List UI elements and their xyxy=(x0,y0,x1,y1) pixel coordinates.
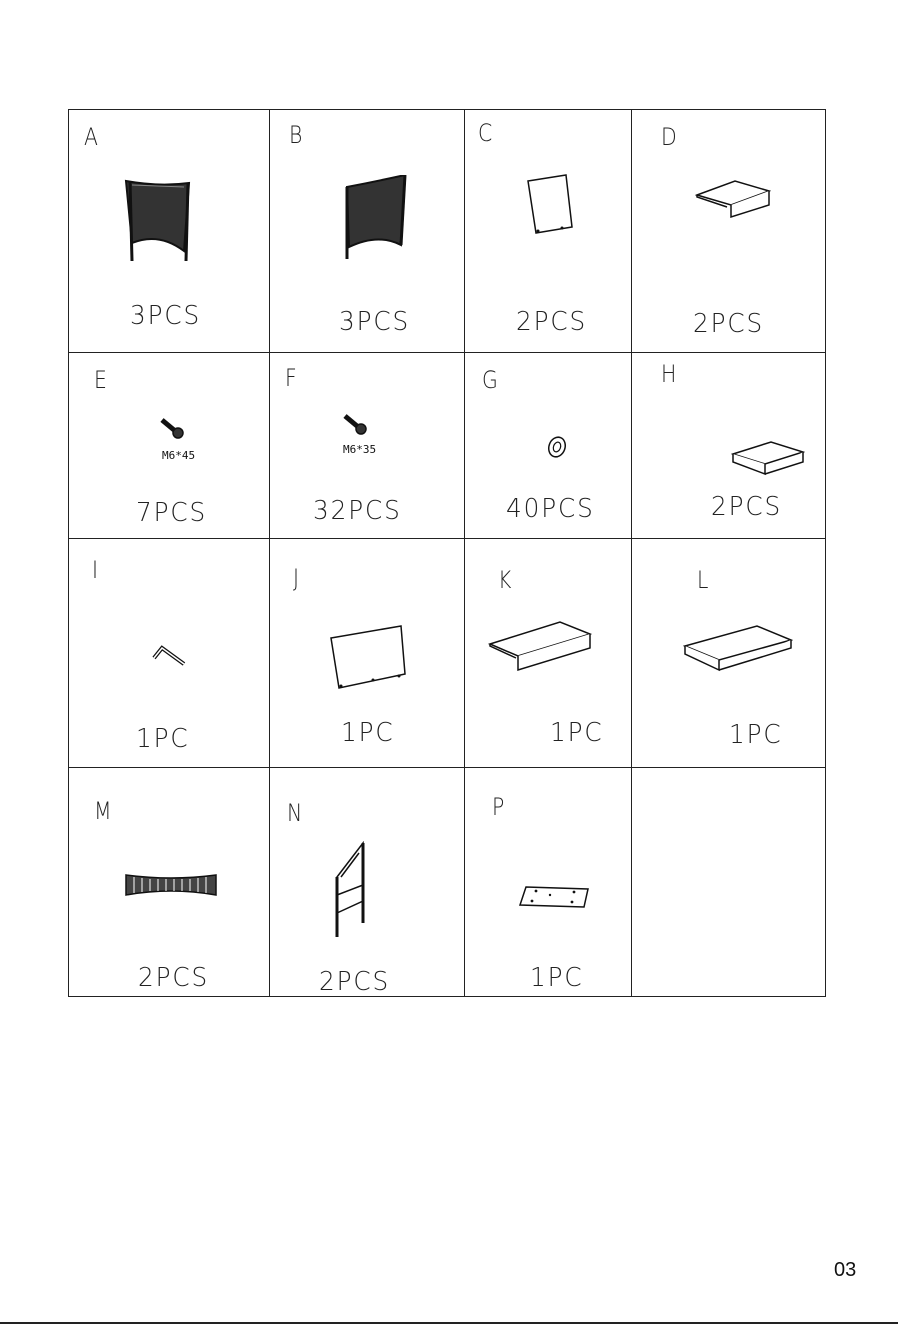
cushion-box-icon xyxy=(731,440,805,478)
panel-icon xyxy=(526,173,576,237)
part-quantity: 32PCS xyxy=(313,496,402,526)
part-cell-m xyxy=(68,767,269,996)
part-letter: K xyxy=(498,566,512,594)
part-cell-g xyxy=(464,352,631,538)
rattan-rail-icon xyxy=(124,871,218,899)
part-quantity: 2PCS xyxy=(516,307,588,337)
part-letter: B xyxy=(289,121,303,149)
parts-list-table xyxy=(68,109,826,997)
part-quantity: 1PC xyxy=(341,718,395,748)
part-letter: L xyxy=(697,566,709,594)
part-quantity: 1PC xyxy=(729,720,783,750)
part-quantity: 2PCS xyxy=(693,309,765,339)
part-spec: M6*45 xyxy=(162,449,196,462)
part-letter: A xyxy=(84,123,98,151)
panel-icon xyxy=(329,624,407,690)
allen-key-icon xyxy=(152,638,186,668)
bottom-rule xyxy=(0,1322,898,1324)
chair-back-icon xyxy=(343,175,409,261)
bolt-icon xyxy=(160,418,186,440)
part-letter: G xyxy=(482,366,498,394)
part-letter: I xyxy=(92,556,99,584)
side-frame-icon xyxy=(333,841,367,939)
part-cell-empty xyxy=(631,767,826,996)
cushion-box-icon xyxy=(683,624,793,672)
part-cell-j xyxy=(269,538,464,767)
part-cell-c xyxy=(464,109,631,352)
part-cell-i xyxy=(68,538,269,767)
part-letter: C xyxy=(478,119,493,147)
part-spec: M6*35 xyxy=(343,443,377,456)
part-letter: D xyxy=(661,123,677,151)
part-letter: J xyxy=(293,564,300,592)
cushion-flap-icon xyxy=(488,620,592,672)
part-quantity: 3PCS xyxy=(339,307,411,337)
washer-icon xyxy=(546,434,568,460)
bolt-icon xyxy=(343,414,369,436)
part-cell-l xyxy=(631,538,826,767)
part-letter: M xyxy=(94,797,112,825)
part-quantity: 1PC xyxy=(136,724,190,754)
part-letter: F xyxy=(285,364,297,392)
part-letter: N xyxy=(287,799,303,827)
table-border-bottom xyxy=(68,996,826,997)
part-letter: E xyxy=(94,366,107,394)
part-quantity: 7PCS xyxy=(136,498,208,528)
part-cell-n xyxy=(269,767,464,996)
cushion-flap-icon xyxy=(695,179,771,221)
part-quantity: 1PC xyxy=(530,963,584,993)
part-cell-p xyxy=(464,767,631,996)
part-cell-e xyxy=(68,352,269,538)
part-cell-h xyxy=(631,352,826,538)
page-number: 03 xyxy=(834,1259,857,1281)
plate-icon xyxy=(518,885,590,909)
part-letter: P xyxy=(492,793,505,821)
part-quantity: 2PCS xyxy=(711,492,783,522)
part-quantity: 2PCS xyxy=(138,963,210,993)
part-quantity: 40PCS xyxy=(506,494,595,524)
part-cell-f xyxy=(269,352,464,538)
part-cell-d xyxy=(631,109,826,352)
part-letter: H xyxy=(661,360,677,388)
part-cell-b xyxy=(269,109,464,352)
part-quantity: 1PC xyxy=(550,718,604,748)
chair-back-icon xyxy=(124,177,194,263)
part-cell-a xyxy=(68,109,269,352)
part-quantity: 3PCS xyxy=(130,301,202,331)
part-cell-k xyxy=(464,538,631,767)
part-quantity: 2PCS xyxy=(319,967,391,997)
